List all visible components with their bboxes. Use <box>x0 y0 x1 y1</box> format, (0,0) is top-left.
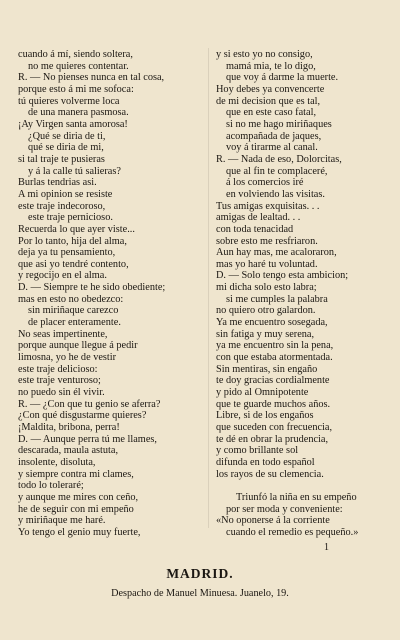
verse-line: R. — ¿Con que tu genio se aferra? <box>18 398 161 410</box>
verse-line: que te guarde muchos años. <box>216 398 331 410</box>
verse-line: Tus amigas exquisitas. . . <box>216 200 320 212</box>
verse-line: y aunque me mires con ceño, <box>18 491 139 503</box>
verse-line: porque esto á mi me sofoca: <box>18 83 134 95</box>
verse-line: y regocijo en el alma. <box>18 270 107 282</box>
verse-line: ¿Qué se diria de ti, <box>28 130 106 142</box>
verse-line: si no me hago miriñaques <box>226 118 332 130</box>
verse-line: deja ya tu pensamiento, <box>18 247 116 259</box>
verse-line: sin miriñaque carezco <box>28 305 119 317</box>
right-verse-column <box>216 49 394 539</box>
verse-line: de una manera pasmosa. <box>28 107 129 119</box>
verse-line: te dé en obrar la prudencia, <box>216 433 329 445</box>
verse-line: no puedo sin él vivir. <box>18 387 105 399</box>
verse-line: en volviendo las visitas. <box>226 188 325 200</box>
verse-line: insolente, disoluta, <box>18 456 96 468</box>
verse-line: y miriñaque me haré. <box>18 515 106 527</box>
verse-line: que en este caso fatal, <box>226 107 317 119</box>
verse-line: he de seguir con mi empeño <box>18 503 134 515</box>
verse-line: D. — Siempre te he sido obediente; <box>18 282 166 294</box>
verse-line: Aun hay mas, me acaloraron, <box>216 247 337 259</box>
verse-line: si me cumples la palabra <box>226 293 328 305</box>
verse-line: porque aunque llegue á pedir <box>18 340 138 352</box>
verse-line: R. — Nada de eso, Dolorcitas, <box>216 153 342 165</box>
verse-line: limosna, yo he de vestir <box>18 352 117 364</box>
verse-line: R. — No pienses nunca en tal cosa, <box>18 72 165 84</box>
verse-line: «No oponerse á la corriente <box>216 515 330 527</box>
verse-line: No seas impertinente, <box>18 328 108 340</box>
verse-line: de placer enteramente. <box>28 317 121 329</box>
verse-line: Triunfó la niña en su empeño <box>236 491 357 503</box>
verse-line: no me quieres contentar. <box>28 60 129 72</box>
verse-line: con toda tenacidad <box>216 223 294 235</box>
verse-line: sobre esto me resfriaron. <box>216 235 318 247</box>
verse-line <box>216 480 394 492</box>
verse-line: y á la calle tú salieras? <box>28 165 121 177</box>
verse-line: Burlas tendrias asi. <box>18 177 97 189</box>
verse-line: ya me encuentro sin la pena, <box>216 340 334 352</box>
verse-line: tú quieres volverme loca <box>18 95 120 107</box>
verse-line: todo lo toleraré; <box>18 480 84 492</box>
verse-line: por ser moda y conveniente: <box>226 503 343 515</box>
verse-line: te doy gracias cordialmente <box>216 375 330 387</box>
verse-line: Por lo tanto, hija del alma, <box>18 235 127 247</box>
verse-line: mamá mia, te lo digo, <box>226 60 316 72</box>
verse-line: Hoy debes ya convencerte <box>216 83 325 95</box>
verse-line: no quiero otro galardon. <box>216 305 316 317</box>
verse-line: y como brillante sol <box>216 445 299 457</box>
verse-line: mas yo haré tu voluntad. <box>216 258 318 270</box>
verse-line: sin fatiga y muy serena, <box>216 328 315 340</box>
verse-line: cuando á mí, siendo soltera, <box>18 49 133 60</box>
verse-line: que asi yo tendré contento, <box>18 258 129 270</box>
verse-line: ¡Maldita, bribona, perra! <box>18 422 120 433</box>
verse-line: Ya me encuentro sosegada, <box>216 317 328 329</box>
verse-line: y si esto yo no consigo, <box>216 49 313 60</box>
verse-line: ¿Con qué disgustarme quieres? <box>18 410 147 422</box>
left-verse-column <box>18 49 202 539</box>
verse-line: este traje pernicioso. <box>28 212 113 224</box>
verse-line: que al fin te complaceré, <box>226 165 328 177</box>
verse-line: difunda en todo español <box>216 456 315 468</box>
verse-line: amigas de lealtad. . . <box>216 212 301 224</box>
verse-line: este traje delicioso: <box>18 363 98 375</box>
verse-line: y pido al Omnipotente <box>216 387 309 399</box>
verse-line: descarada, maula astuta, <box>18 445 119 457</box>
verse-line: Recuerda lo que ayer viste... <box>18 223 135 235</box>
verse-line: que voy á darme la muerte. <box>226 72 339 84</box>
verse-line: á los comercios iré <box>226 177 304 189</box>
verse-line: si tal traje te pusieras <box>18 153 105 165</box>
imprint-city: MADRID. <box>166 566 234 581</box>
verse-line: D. — Aunque perra tú me llames, <box>18 433 157 445</box>
verse-line: Libre, si de los engaños <box>216 410 314 422</box>
verse-line: qué se diria de mi, <box>28 142 104 154</box>
column-gutter <box>208 48 209 528</box>
verse-line: acompañada de jaques, <box>226 130 322 142</box>
verse-line: ¡Ay Virgen santa amorosa! <box>18 118 128 130</box>
verse-line: y siempre contra mi clames, <box>18 468 134 480</box>
verse-line: con que estaba atormentada. <box>216 352 333 364</box>
verse-line: los rayos de su clemencia. <box>216 468 324 480</box>
verse-line: que suceden con frecuencia, <box>216 422 333 433</box>
verse-line: D. — Solo tengo esta ambicion; <box>216 270 349 282</box>
verse-line: voy á tirarme al canal. <box>226 142 318 154</box>
verse-line: este traje indecoroso, <box>18 200 106 212</box>
verse-line: Sin mentiras, sin engaño <box>216 363 318 375</box>
verse-line: Yo tengo el genio muy fuerte, <box>18 526 141 538</box>
verse-line: mi dicha solo esto labra; <box>216 282 317 294</box>
verse-line: cuando el remedio es pequeño.» <box>226 526 359 538</box>
verse-line: mas en esto no obedezco: <box>18 293 124 305</box>
verse-line: este traje venturoso; <box>18 375 101 387</box>
signature-mark: 1 <box>324 542 329 553</box>
verse-line: A mi opinion se resiste <box>18 188 113 200</box>
verse-line: de mi decision que es tal, <box>216 95 321 107</box>
imprint-publisher: Despacho de Manuel Minuesa. Juanelo, 19. <box>111 588 289 599</box>
